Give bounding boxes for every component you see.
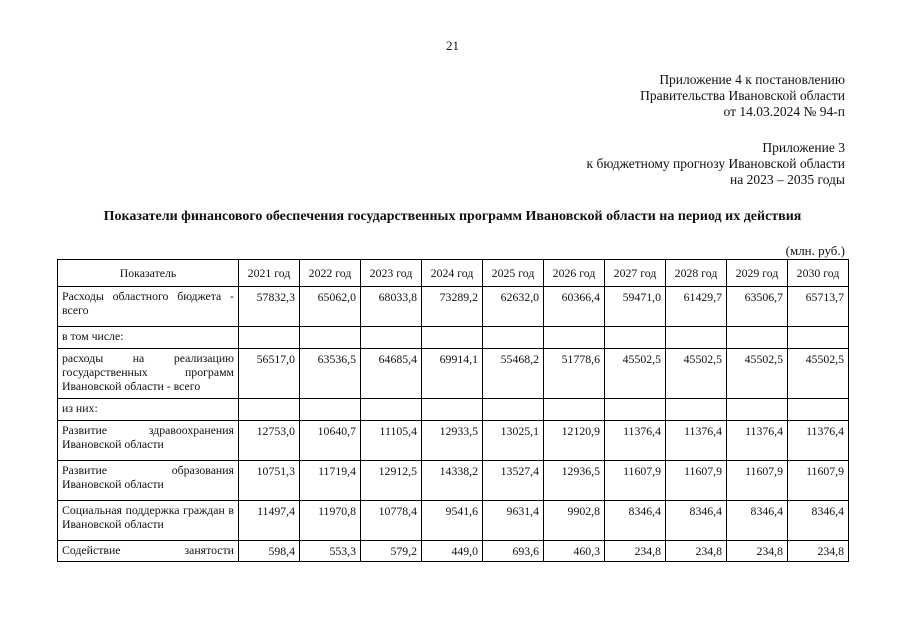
header-cell: 2021 год (239, 260, 300, 287)
value-cell (788, 327, 849, 349)
header-cell: 2022 год (300, 260, 361, 287)
value-cell: 598,4 (239, 541, 300, 562)
value-cell: 12936,5 (544, 461, 605, 501)
value-cell: 14338,2 (422, 461, 483, 501)
value-cell: 8346,4 (727, 501, 788, 541)
value-cell: 57832,3 (239, 287, 300, 327)
value-cell (300, 399, 361, 421)
document-title: Показатели финансового обеспечения государственных программ Ивановской области на период их действия (103, 209, 802, 224)
header-cell: 2023 год (361, 260, 422, 287)
value-cell: 13527,4 (483, 461, 544, 501)
appendix-3-line-3: на 2023 – 2035 годы (730, 172, 845, 187)
value-cell: 11607,9 (788, 461, 849, 501)
value-cell: 460,3 (544, 541, 605, 562)
value-cell (361, 399, 422, 421)
value-cell: 10640,7 (300, 421, 361, 461)
value-cell: 62632,0 (483, 287, 544, 327)
table-row (58, 327, 849, 349)
appendix-4-block (640, 72, 845, 120)
value-cell (422, 399, 483, 421)
value-cell (544, 327, 605, 349)
value-cell: 234,8 (666, 541, 727, 562)
appendix-3-line-1: Приложение 3 (762, 140, 845, 155)
value-cell: 8346,4 (605, 501, 666, 541)
value-cell: 8346,4 (666, 501, 727, 541)
row-label: в том числе: (58, 327, 239, 349)
header-cell: 2026 год (544, 260, 605, 287)
value-cell: 11376,4 (727, 421, 788, 461)
value-cell: 65713,7 (788, 287, 849, 327)
appendix-3-block (587, 140, 845, 188)
value-cell (361, 327, 422, 349)
value-cell: 11719,4 (300, 461, 361, 501)
value-cell: 64685,4 (361, 349, 422, 399)
value-cell: 69914,1 (422, 349, 483, 399)
header-cell: Показатель (58, 260, 239, 287)
value-cell: 45502,5 (788, 349, 849, 399)
value-cell (788, 399, 849, 421)
value-cell: 12912,5 (361, 461, 422, 501)
header-cell: 2030 год (788, 260, 849, 287)
value-cell (544, 399, 605, 421)
header-cell: 2025 год (483, 260, 544, 287)
value-cell (727, 399, 788, 421)
value-cell: 59471,0 (605, 287, 666, 327)
header-cell: 2029 год (727, 260, 788, 287)
value-cell (483, 327, 544, 349)
value-cell: 11970,8 (300, 501, 361, 541)
value-cell: 11607,9 (666, 461, 727, 501)
value-cell: 11105,4 (361, 421, 422, 461)
value-cell: 11376,4 (605, 421, 666, 461)
table-row (58, 501, 849, 541)
value-cell: 553,3 (300, 541, 361, 562)
value-cell: 10751,3 (239, 461, 300, 501)
value-cell (422, 327, 483, 349)
value-cell: 45502,5 (727, 349, 788, 399)
row-label: Расходы областного бюджета - всего (58, 287, 239, 327)
value-cell: 55468,2 (483, 349, 544, 399)
value-cell: 234,8 (788, 541, 849, 562)
appendix-4-line-3: от 14.03.2024 № 94-п (723, 104, 845, 119)
value-cell: 11607,9 (727, 461, 788, 501)
row-label: из них: (58, 399, 239, 421)
row-label: Развитие образования Ивановской области (58, 461, 239, 501)
value-cell: 449,0 (422, 541, 483, 562)
value-cell: 60366,4 (544, 287, 605, 327)
header-cell: 2024 год (422, 260, 483, 287)
value-cell: 11607,9 (605, 461, 666, 501)
value-cell (605, 399, 666, 421)
row-label: Развитие здравоохранения Ивановской области (58, 421, 239, 461)
appendix-4-line-2: Правительства Ивановской области (640, 88, 845, 103)
value-cell: 61429,7 (666, 287, 727, 327)
value-cell: 51778,6 (544, 349, 605, 399)
value-cell (239, 327, 300, 349)
appendix-3-line-2: к бюджетному прогнозу Ивановской области (586, 156, 845, 171)
value-cell: 45502,5 (666, 349, 727, 399)
value-cell: 11376,4 (666, 421, 727, 461)
value-cell: 13025,1 (483, 421, 544, 461)
value-cell: 234,8 (605, 541, 666, 562)
value-cell: 68033,8 (361, 287, 422, 327)
table-row (58, 421, 849, 461)
header-cell: 2028 год (666, 260, 727, 287)
value-cell (727, 327, 788, 349)
value-cell: 12120,9 (544, 421, 605, 461)
row-label: Содействие занятости (58, 541, 239, 562)
value-cell: 11376,4 (788, 421, 849, 461)
value-cell: 234,8 (727, 541, 788, 562)
value-cell: 65062,0 (300, 287, 361, 327)
table-header-row (58, 260, 849, 287)
value-cell: 56517,0 (239, 349, 300, 399)
value-cell (666, 399, 727, 421)
value-cell (300, 327, 361, 349)
value-cell: 11497,4 (239, 501, 300, 541)
units-label: (млн. руб.) (785, 243, 845, 258)
value-cell: 9541,6 (422, 501, 483, 541)
value-cell (605, 327, 666, 349)
header-cell: 2027 год (605, 260, 666, 287)
table-row (58, 461, 849, 501)
table-row (58, 541, 849, 562)
value-cell: 9631,4 (483, 501, 544, 541)
value-cell: 8346,4 (788, 501, 849, 541)
value-cell: 10778,4 (361, 501, 422, 541)
financial-indicators-table (57, 259, 849, 562)
row-label: расходы на реализацию государственных программ Ивановской области - всего (58, 349, 239, 399)
value-cell: 579,2 (361, 541, 422, 562)
value-cell: 63506,7 (727, 287, 788, 327)
page-number: 21 (446, 38, 459, 53)
row-label: Социальная поддержка граждан в Ивановской области (58, 501, 239, 541)
value-cell (666, 327, 727, 349)
value-cell: 45502,5 (605, 349, 666, 399)
value-cell (239, 399, 300, 421)
value-cell: 73289,2 (422, 287, 483, 327)
value-cell: 693,6 (483, 541, 544, 562)
table-row (58, 349, 849, 399)
table-row (58, 287, 849, 327)
value-cell (483, 399, 544, 421)
value-cell: 63536,5 (300, 349, 361, 399)
appendix-4-line-1: Приложение 4 к постановлению (659, 72, 845, 87)
value-cell: 9902,8 (544, 501, 605, 541)
table-row (58, 399, 849, 421)
value-cell: 12933,5 (422, 421, 483, 461)
value-cell: 12753,0 (239, 421, 300, 461)
